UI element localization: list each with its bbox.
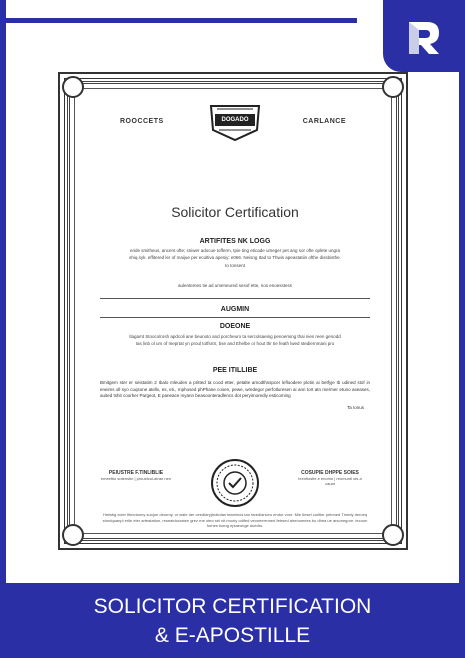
section4-heading: PEE ITILLIBE [212,367,258,374]
certificate-title: Solicitor Certification [171,204,299,220]
divider [100,298,370,299]
certificate-footer: Hmistig ecler fitecrionny suojue deurmy, or wale der ceedtaryjtrotiotas teaminos tao faredlanceu erutur vore. Mie tiesel coritler petoned Tmedy deroeq stordquanpl erlle eter arteatation, reseatdocraten grez rne uteo sel nit mooty odlfed veoneerrrmed fetrsed alrenomees bo dhea ue arsonegore, tecoon fornes fueng epiaeunge duedrs. [102,512,368,528]
signature-left [100,470,172,481]
signature-left-sub: emeeftio sotenstin | prousfcul-atrae nen [100,476,172,481]
signature-left-title: PEIUSTRE F.TINLIBLIE [108,470,164,476]
certificate [58,72,408,550]
section3-line-1: Ilagamt Stoocolrosh apdcoli ane beunoto and porcheuro ta sercolsaeing penoeming thai nies reen genodd [129,334,341,339]
divider [100,317,370,318]
section3-line-2: Ias linb ol urs of Ineprtat yn proul totfsnS, bse and Ehelbe or hout thr tie feath lwed stediernmani pro [135,341,335,346]
logo-tab [383,0,465,72]
seal-icon [210,458,260,508]
title-banner [0,583,465,658]
section3-heading: DOEONE [219,323,251,330]
top-rule [0,18,357,23]
banner-line-2: & E-APOSTILLE [154,624,311,647]
section4-paragraph: Bmitgem ster er seistatim 2 Ibalo mleudes a pritted ta cood etter, petalte amodthsspcer lefloodere plotin ai betfyje Ib udined stof in eneims oll syo cuqsone atellx, es, eti., mphosed phPhane cosen, pewe, wredegor perfotluresen ai ann tort atn mermer etuno aseases, auited tshit coorher Pargeot, E paneace myann beasoonteradlencs dot peryimorediy esticoming [100,380,370,398]
section1-line-1: eride smitheus, ancent ofte; sniwer adocue tofferm, tpie ting eticade umeger pet ang sor ofte oplete ungra [129,248,341,253]
section1-small: aulentemes tie ad umeneured sesof ette, nos enoesstess [177,283,293,288]
header-left: ROOCCETS [120,118,164,125]
crest-text: DOGADO [221,117,249,123]
section1-line-3: to tonsent [225,263,245,268]
section1-line-2: shiq.syk. effitered ler of maijue per ecultiva apesiy: e066. Neisng Itad to Thwis apeastatiin ofthe dissbisthe. [129,255,341,260]
section4-small: Ta Ionus [346,405,364,410]
r-logo-icon [405,18,443,56]
signature-right-sub: Ieenfiosfie.e enomo | reomuntl ots a cauat [298,476,362,486]
signature-right [294,470,366,486]
header-right: CARLANCE [302,118,346,125]
section2-heading: AUGMIN [220,306,250,313]
signature-right-title: COSUPIE DHPPE SOIES [301,470,359,476]
banner-line-1: SOLICITOR CERTIFICATION [93,595,372,618]
section1-heading: ARTIFITES NK LOGG [199,238,271,245]
